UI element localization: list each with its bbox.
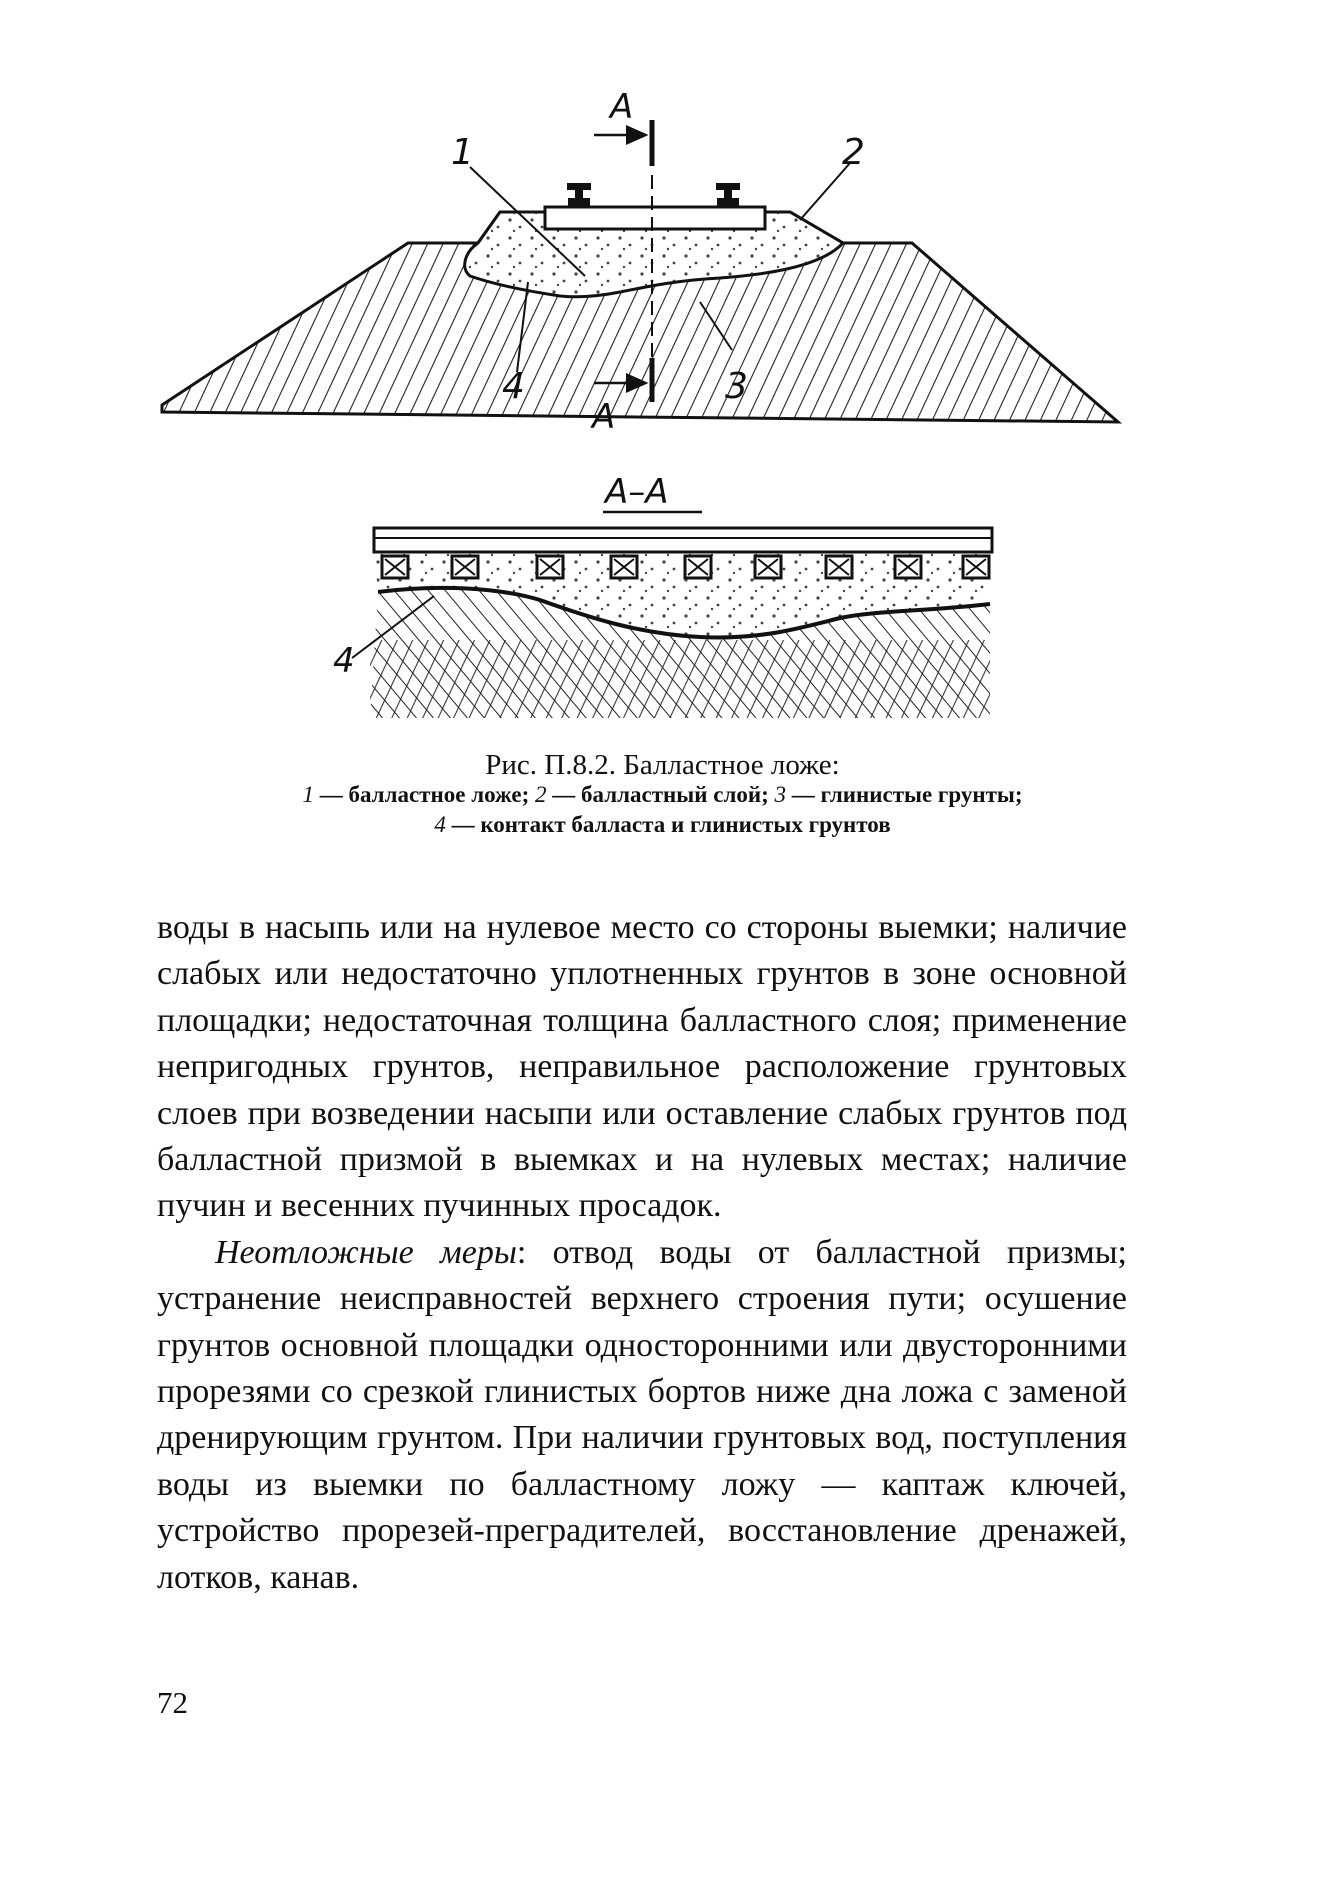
- ballast-bed-figure: [0, 0, 1325, 740]
- paragraph-1: воды в насыпь или на нулевое место со стороны выемки; наличие слабых или недостаточно уплотненных грунтов в зоне основной площадки; недостаточная толщина балластного слоя; применение непригодных грунтов, неправильное расположение грунтовых слоев при возведении насыпи или оставление слабых грунтов под балластной призмой в выемках и на нулевых местах; наличие пучин и весенних пучинных просадок.: [157, 909, 1127, 1225]
- callout-4: 4: [502, 366, 525, 407]
- callout-3: 3: [725, 366, 748, 407]
- paragraph-2-text: : отвод воды от балластной призмы; устранение неисправностей верхнего строения пути; осушение грунтов основной площадки односторонними или двусторонними прорезями со срезкой глинистых бортов ниже дна ложа с заменой дренирующим грунтом. При наличии грунтовых вод, поступления воды из выемки по балластному ложу — каптаж ключей, устройство прорезей-преградителей, восстановление дренажей, лотков, канав.: [157, 1233, 1127, 1596]
- sleeper: [545, 207, 765, 229]
- caption-line-2: [150, 810, 1175, 840]
- caption-item-4: — контакт балласта и глинистых грунтов: [445, 812, 891, 837]
- caption-num-1: 1: [302, 782, 314, 807]
- caption-num-4: 4: [434, 812, 446, 837]
- figure-caption: [150, 750, 1175, 840]
- paragraph-2-lead: Неотложные меры: [215, 1233, 517, 1271]
- caption-num-2: 2: [535, 782, 547, 807]
- section-letter-bottom: A: [592, 397, 616, 437]
- caption-num-3: 3: [774, 782, 787, 807]
- caption-item-3: — глинистые грунты;: [786, 782, 1023, 807]
- callout-4-section: 4: [333, 641, 355, 681]
- callout-2: 2: [842, 132, 865, 173]
- paragraph-2: [157, 1230, 1127, 1601]
- section-a-a: [333, 472, 992, 718]
- caption-title: Рис. П.8.2. Балластное ложе:: [485, 749, 840, 781]
- caption-line-1: [150, 780, 1175, 810]
- section-title: A–A: [605, 472, 669, 512]
- callout-1: 1: [451, 132, 474, 173]
- rail-right: [716, 183, 740, 207]
- caption-item-1: — балластное ложе;: [313, 782, 536, 807]
- body-text: [157, 905, 1127, 1601]
- sleepers-row: [382, 556, 989, 578]
- rail-section: [374, 528, 992, 552]
- rail-left: [567, 183, 591, 207]
- caption-item-2: — балластный слой;: [546, 782, 775, 807]
- section-letter-top: A: [610, 87, 634, 127]
- page-number: 72: [157, 1685, 188, 1720]
- embankment-cross-section: [162, 87, 1118, 437]
